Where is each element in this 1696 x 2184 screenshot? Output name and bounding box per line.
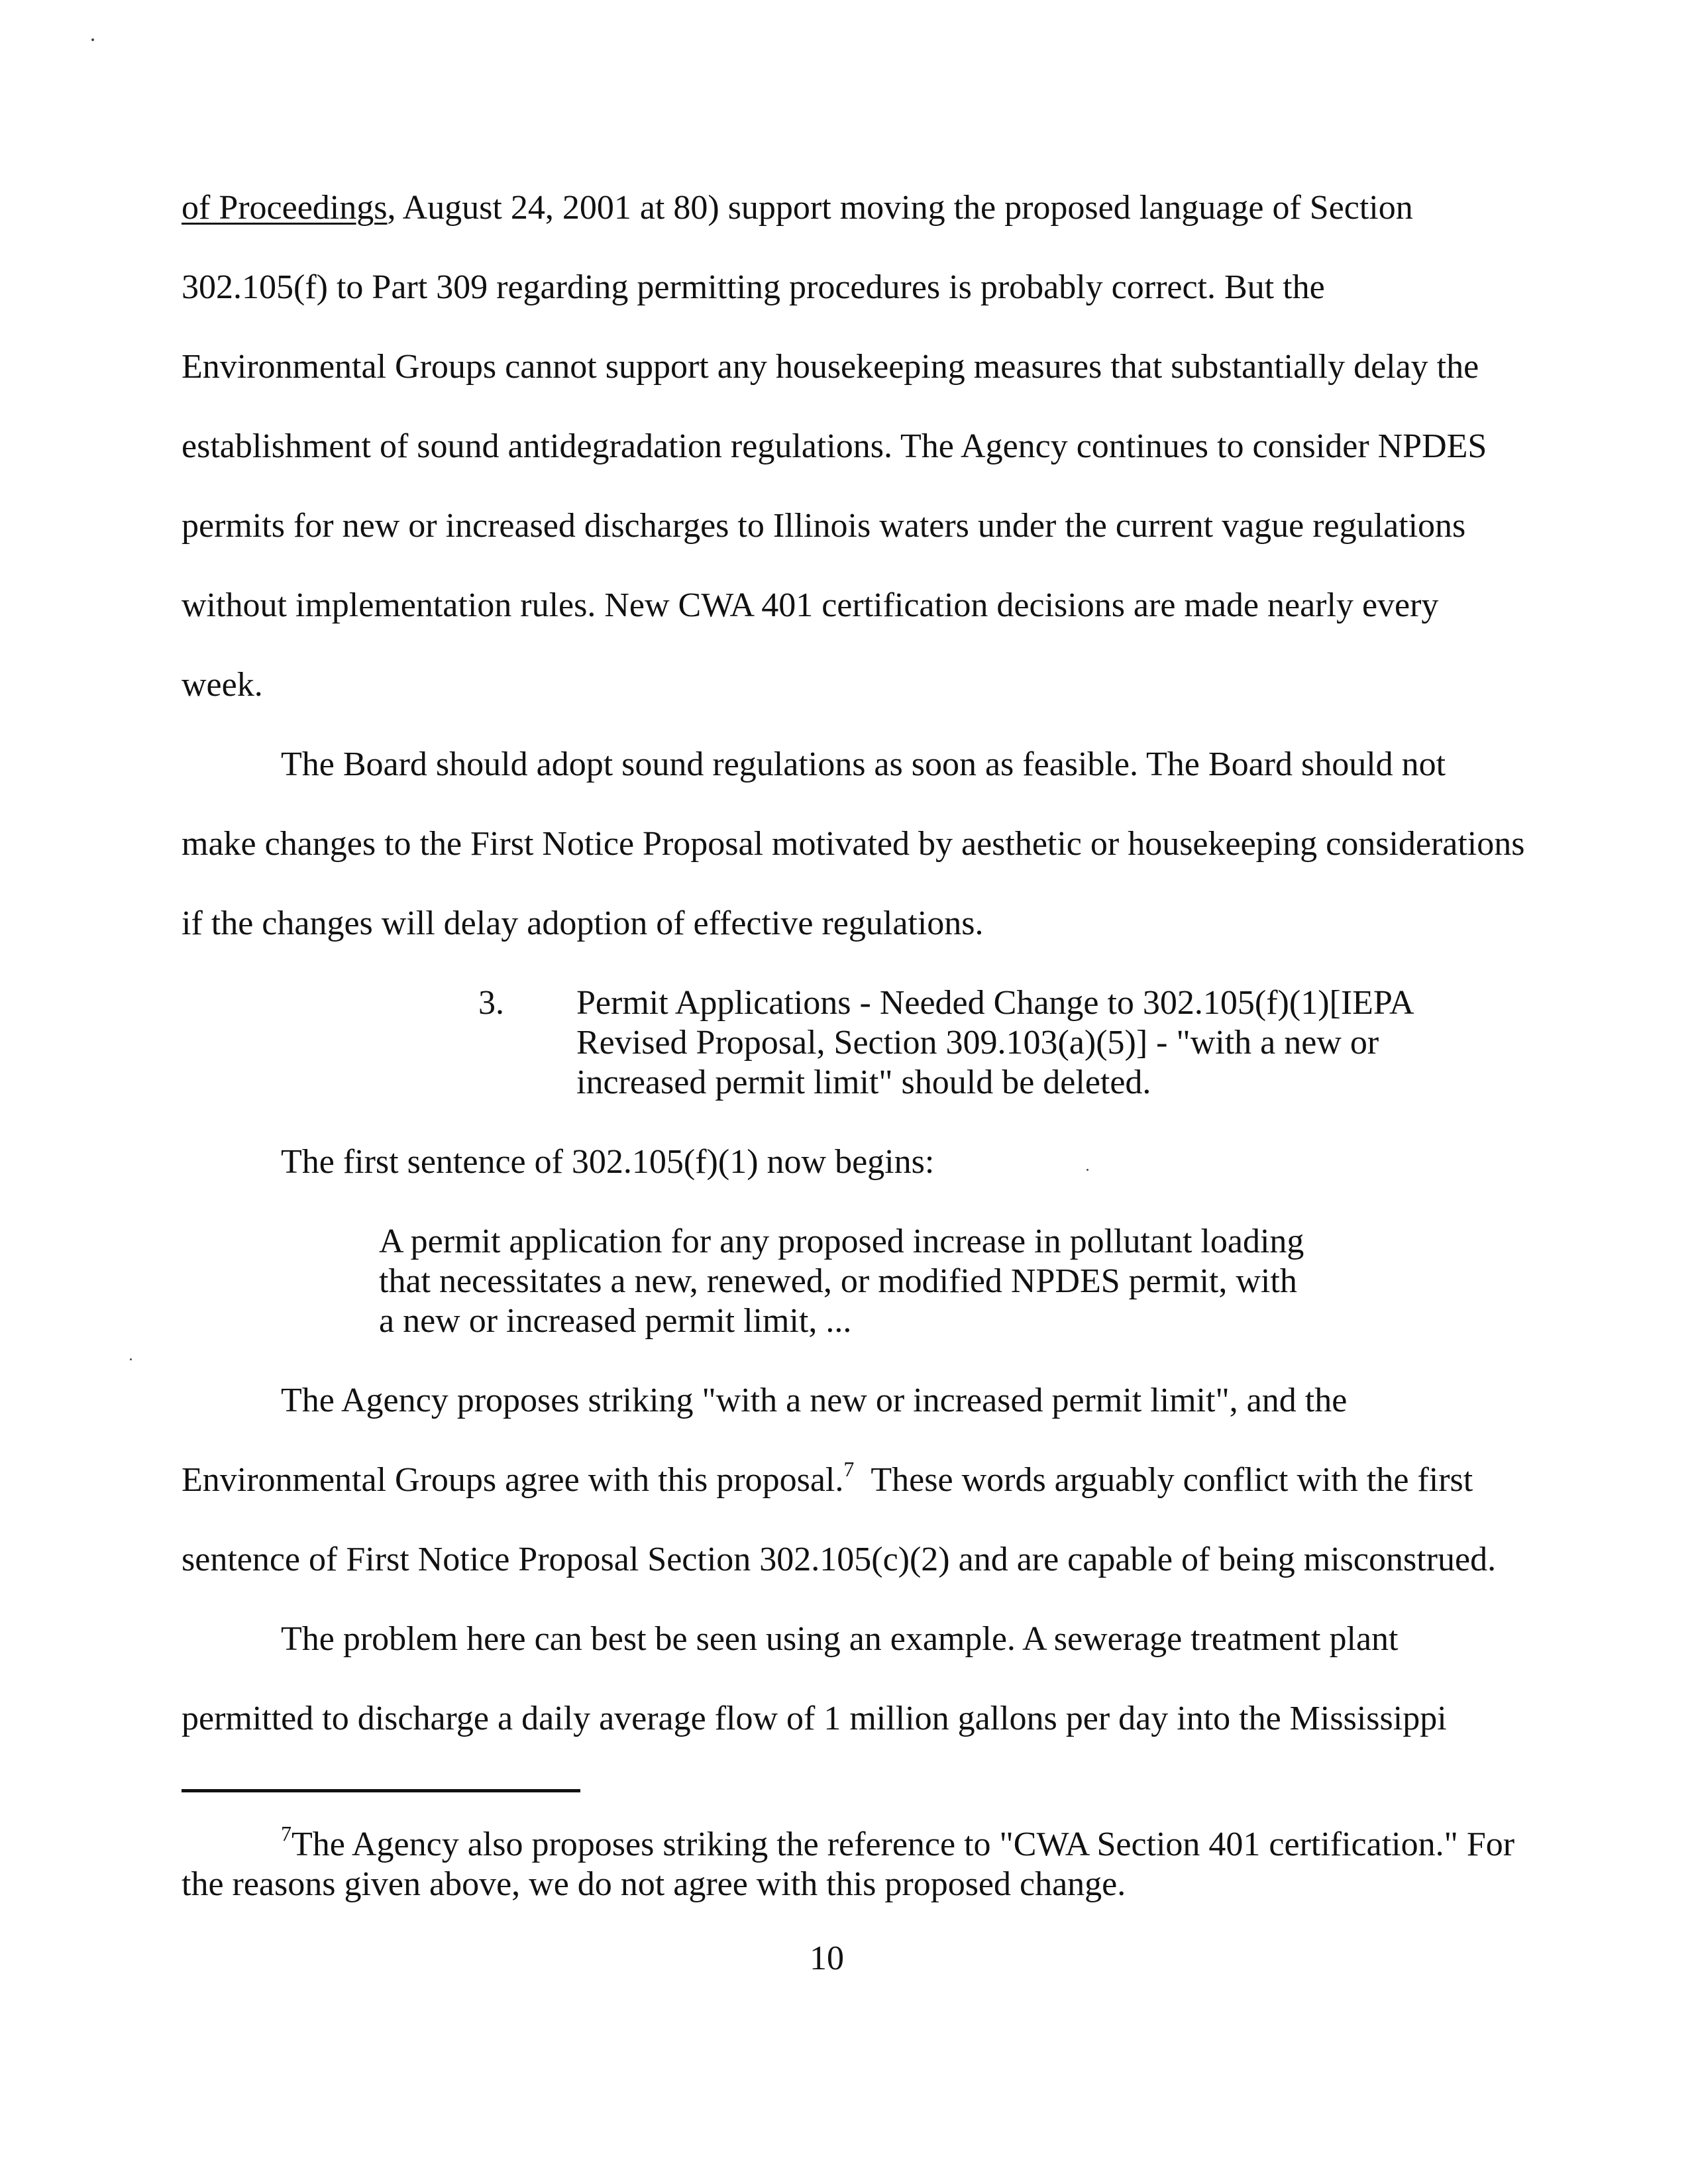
- section-number: 3.: [478, 984, 504, 1022]
- case-citation-underlined: of Proceedings: [182, 189, 388, 227]
- body-line: without implementation rules. New CWA 401 certification decisions are made nearly every: [182, 586, 1439, 624]
- body-line: The problem here can best be seen using an example. A sewerage treatment plant: [281, 1620, 1399, 1658]
- block-quote-line: a new or increased permit limit, ...: [379, 1302, 852, 1340]
- body-line: permitted to discharge a daily average flow of 1 million gallons per day into the Mississippi: [182, 1700, 1447, 1737]
- footnote-line: the reasons given above, we do not agree with this proposed change.: [182, 1865, 1126, 1903]
- body-line: The Agency proposes striking "with a new or increased permit limit", and the: [281, 1382, 1348, 1419]
- footnote-reference[interactable]: 7: [843, 1457, 855, 1481]
- body-line: The first sentence of 302.105(f)(1) now begins:: [281, 1143, 935, 1181]
- footnote-line: [281, 1822, 1515, 1863]
- body-text: These words arguably conflict with the first: [854, 1461, 1473, 1499]
- body-line: The Board should adopt sound regulations as soon as feasible. The Board should not: [281, 745, 1446, 783]
- body-line: [182, 1457, 1473, 1499]
- body-line: sentence of First Notice Proposal Section 302.105(c)(2) and are capable of being misconstrued.: [182, 1541, 1497, 1578]
- scan-speck: [130, 1358, 132, 1360]
- body-line: if the changes will delay adoption of effective regulations.: [182, 904, 984, 942]
- body-line: establishment of sound antidegradation regulations. The Agency continues to consider NPDES: [182, 427, 1487, 465]
- section-heading-line: increased permit limit" should be deleted.: [576, 1064, 1151, 1101]
- scan-speck: [1086, 1169, 1088, 1171]
- body-line: week.: [182, 666, 263, 704]
- body-text: , August 24, 2001 at 80) support moving the proposed language of Section: [387, 189, 1413, 227]
- body-line: 302.105(f) to Part 309 regarding permitting procedures is probably correct. But the: [182, 268, 1325, 306]
- block-quote-line: that necessitates a new, renewed, or modified NPDES permit, with: [379, 1262, 1297, 1300]
- body-line: Environmental Groups cannot support any housekeeping measures that substantially delay the: [182, 348, 1479, 386]
- footnote-marker: 7: [281, 1822, 292, 1845]
- footnote-separator: [182, 1789, 580, 1792]
- body-line: permits for new or increased discharges to Illinois waters under the current vague regulations: [182, 507, 1466, 545]
- body-text: Environmental Groups agree with this proposal.: [182, 1461, 844, 1499]
- body-line: make changes to the First Notice Proposal motivated by aesthetic or housekeeping considerations: [182, 825, 1525, 863]
- section-heading-line: Permit Applications - Needed Change to 302.105(f)(1)[IEPA: [576, 984, 1414, 1022]
- section-heading-line: Revised Proposal, Section 309.103(a)(5)] - "with a new or: [576, 1024, 1379, 1062]
- body-line: [182, 191, 1413, 225]
- page-number: 10: [810, 1939, 844, 1977]
- block-quote-line: A permit application for any proposed increase in pollutant loading: [379, 1223, 1304, 1260]
- scan-speck: [91, 38, 94, 41]
- footnote-text: The Agency also proposes striking the reference to "CWA Section 401 certification." For: [292, 1826, 1515, 1863]
